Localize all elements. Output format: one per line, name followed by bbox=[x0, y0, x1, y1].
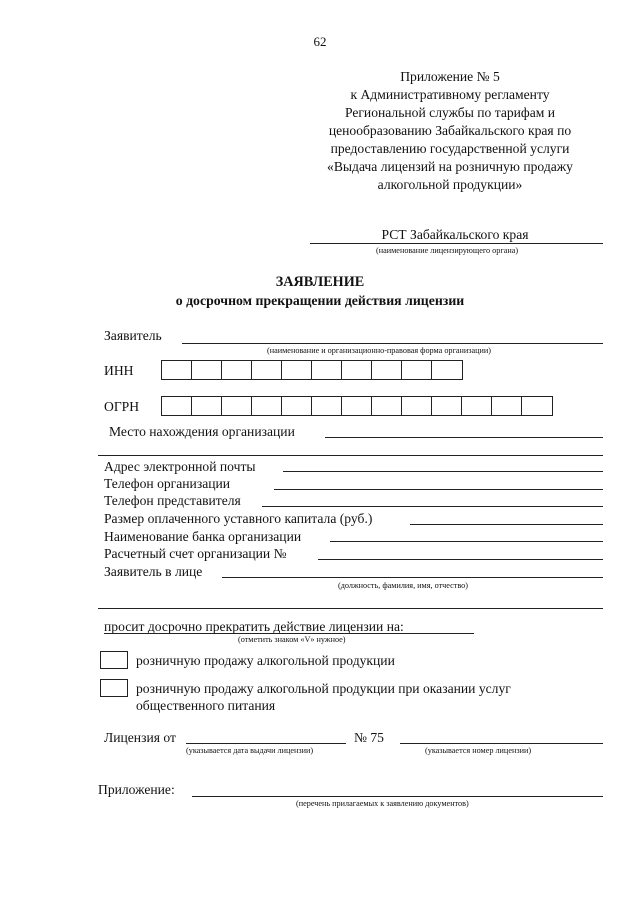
representative-note: (должность, фамилия, имя, отчество) bbox=[338, 581, 468, 590]
licensing-body-line[interactable] bbox=[310, 243, 603, 244]
ogrn-cell[interactable] bbox=[402, 397, 432, 415]
org-phone-line[interactable] bbox=[274, 489, 603, 490]
inn-label: ИНН bbox=[104, 363, 134, 378]
license-date-line[interactable] bbox=[186, 743, 346, 744]
ogrn-cell[interactable] bbox=[222, 397, 252, 415]
ogrn-cell[interactable] bbox=[432, 397, 462, 415]
ogrn-cell[interactable] bbox=[252, 397, 282, 415]
inn-cell[interactable] bbox=[432, 361, 462, 379]
licensing-body-note: (наименование лицензирующего органа) bbox=[376, 246, 519, 255]
org-phone-label: Телефон организации bbox=[104, 476, 231, 491]
appendix-line: Приложение № 5 bbox=[400, 69, 500, 84]
applicant-line[interactable] bbox=[182, 343, 603, 344]
rep-phone-label: Телефон представителя bbox=[104, 493, 241, 508]
request-note: (отметить знаком «V» нужное) bbox=[238, 635, 346, 644]
appendix-line: предоставлению государственной услуги bbox=[330, 141, 570, 156]
option2-checkbox[interactable] bbox=[100, 679, 128, 697]
location-line-2[interactable] bbox=[98, 455, 603, 456]
account-line[interactable] bbox=[318, 559, 603, 560]
account-label: Расчетный счет организации № bbox=[104, 546, 287, 561]
option1-label: розничную продажу алкогольной продукции bbox=[136, 653, 395, 668]
capital-line[interactable] bbox=[410, 524, 603, 525]
ogrn-cell[interactable] bbox=[342, 397, 372, 415]
inn-cell[interactable] bbox=[282, 361, 312, 379]
ogrn-cell[interactable] bbox=[462, 397, 492, 415]
applicant-label: Заявитель bbox=[104, 328, 162, 343]
attachment-note: (перечень прилагаемых к заявлению документов) bbox=[296, 799, 469, 808]
location-label: Место нахождения организации bbox=[109, 424, 295, 439]
ogrn-cell[interactable] bbox=[522, 397, 552, 415]
document-subtitle: о досрочном прекращении действия лицензии bbox=[175, 293, 465, 308]
license-number-note: (указывается номер лицензии) bbox=[425, 746, 532, 755]
license-label: Лицензия от bbox=[104, 730, 176, 745]
inn-cell[interactable] bbox=[222, 361, 252, 379]
license-number-line[interactable] bbox=[400, 743, 603, 744]
ogrn-cell[interactable] bbox=[282, 397, 312, 415]
ogrn-label: ОГРН bbox=[104, 399, 140, 414]
license-date-note: (указывается дата выдачи лицензии) bbox=[186, 746, 314, 755]
inn-cell[interactable] bbox=[312, 361, 342, 379]
appendix-line: Региональной службы по тарифам и bbox=[344, 105, 556, 120]
location-line[interactable] bbox=[325, 437, 603, 438]
bank-label: Наименование банка организации bbox=[104, 529, 302, 544]
appendix-line: алкогольной продукции» bbox=[377, 177, 523, 192]
request-underline bbox=[104, 633, 474, 634]
inn-cell[interactable] bbox=[372, 361, 402, 379]
appendix-header bbox=[300, 68, 600, 194]
appendix-line: к Административному регламенту bbox=[350, 87, 550, 102]
email-label: Адрес электронной почты bbox=[104, 459, 256, 474]
email-line[interactable] bbox=[283, 471, 603, 472]
representative-line-2[interactable] bbox=[98, 608, 603, 609]
capital-label: Размер оплаченного уставного капитала (руб.) bbox=[104, 511, 373, 526]
option2-label-line2: общественного питания bbox=[136, 698, 276, 713]
request-text: просит досрочно прекратить действие лицензии на: bbox=[104, 619, 404, 634]
representative-line[interactable] bbox=[222, 577, 603, 578]
option2-label-line1: розничную продажу алкогольной продукции при оказании услуг bbox=[136, 681, 511, 696]
page-number: 62 bbox=[313, 34, 327, 49]
rep-phone-line[interactable] bbox=[262, 506, 603, 507]
ogrn-cell[interactable] bbox=[192, 397, 222, 415]
bank-line[interactable] bbox=[330, 541, 603, 542]
option1-checkbox[interactable] bbox=[100, 651, 128, 669]
document-title: ЗАЯВЛЕНИЕ bbox=[275, 274, 365, 290]
ogrn-cell[interactable] bbox=[312, 397, 342, 415]
representative-label: Заявитель в лице bbox=[104, 564, 203, 579]
inn-cells[interactable] bbox=[161, 360, 463, 380]
inn-cell[interactable] bbox=[402, 361, 432, 379]
attachment-line[interactable] bbox=[192, 796, 603, 797]
inn-cell[interactable] bbox=[162, 361, 192, 379]
attachment-label: Приложение: bbox=[98, 782, 175, 797]
appendix-line: ценообразованию Забайкальского края по bbox=[328, 123, 572, 138]
ogrn-cell[interactable] bbox=[492, 397, 522, 415]
inn-cell[interactable] bbox=[342, 361, 372, 379]
inn-cell[interactable] bbox=[252, 361, 282, 379]
ogrn-cells[interactable] bbox=[161, 396, 553, 416]
applicant-note: (наименование и организационно-правовая форма организации) bbox=[267, 346, 492, 355]
appendix-line: «Выдача лицензий на розничную продажу bbox=[327, 159, 573, 174]
inn-cell[interactable] bbox=[192, 361, 222, 379]
license-number-label: № 75 bbox=[354, 730, 384, 745]
ogrn-cell[interactable] bbox=[162, 397, 192, 415]
ogrn-cell[interactable] bbox=[372, 397, 402, 415]
licensing-body-value: РСТ Забайкальского края bbox=[381, 227, 529, 242]
